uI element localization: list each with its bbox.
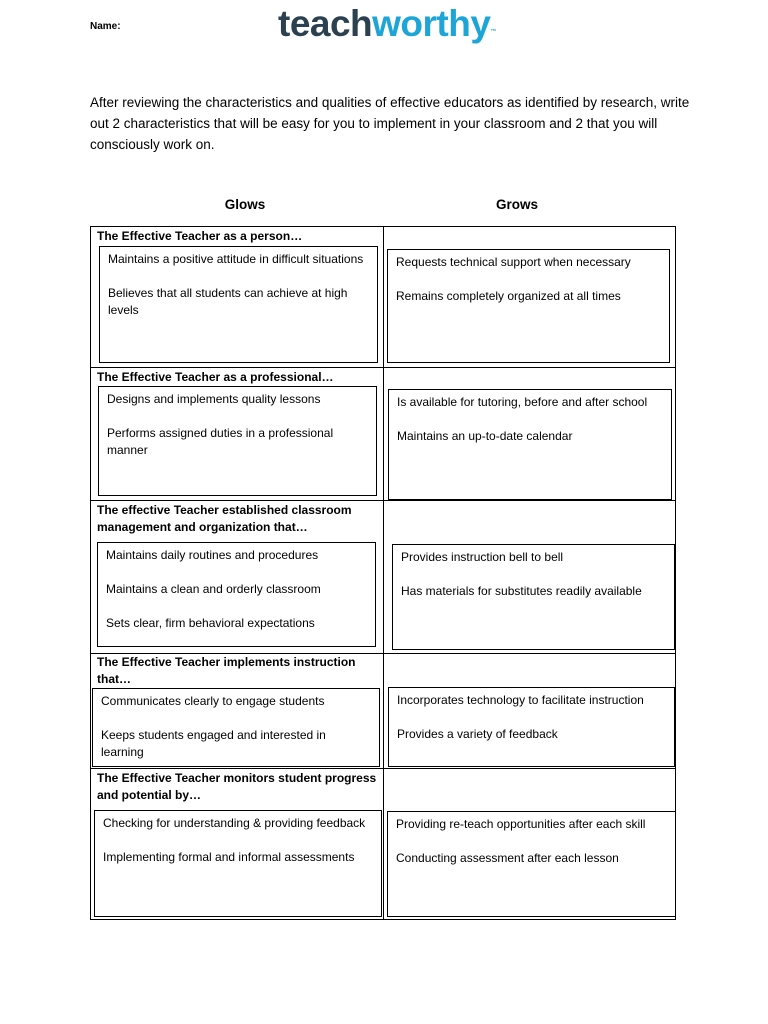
- grows-box-instruction: [388, 687, 675, 767]
- glows-box-person: [99, 246, 378, 363]
- table-row-divider: [90, 367, 676, 368]
- grows-item: Incorporates technology to facilitate instruction: [397, 693, 644, 707]
- section-title-instruction: The Effective Teacher implements instruction that…: [97, 655, 356, 686]
- glows-item: Implementing formal and informal assessments: [103, 850, 355, 864]
- glows-item: Maintains daily routines and procedures: [106, 548, 319, 562]
- grows-box-person: [387, 249, 670, 363]
- section-title-monitoring: The Effective Teacher monitors student progress and potential by…: [97, 771, 377, 802]
- trademark-mark: ™: [490, 29, 496, 35]
- grows-box-monitoring: [387, 811, 676, 917]
- grows-item: Conducting assessment after each lesson: [396, 851, 619, 865]
- glows-item: Maintains a clean and orderly classroom: [106, 582, 321, 596]
- grows-box-professional: [388, 389, 672, 500]
- column-header-grows: Grows: [495, 197, 538, 212]
- glows-box-professional: [98, 386, 377, 496]
- glows-item: Designs and implements quality lessons: [107, 392, 321, 406]
- grows-item: Provides a variety of feedback: [397, 727, 558, 741]
- grows-item: Is available for tutoring, before and after school: [397, 395, 648, 409]
- grows-item: Maintains an up-to-date calendar: [397, 429, 573, 443]
- glows-item: Maintains a positive attitude in difficult situations: [108, 252, 364, 266]
- table-row-divider: [90, 500, 676, 501]
- glows-item: Performs assigned duties in a professional manner: [107, 426, 334, 457]
- column-header-glows: Glows: [224, 197, 266, 212]
- glows-item: Sets clear, firm behavioral expectations: [106, 616, 315, 630]
- grows-item: Requests technical support when necessary: [396, 255, 631, 269]
- glows-item: Communicates clearly to engage students: [101, 694, 325, 708]
- grows-item: Providing re-teach opportunities after each skill: [396, 817, 646, 831]
- table-row-divider: [90, 768, 676, 769]
- logo-text-worthy: worthy: [372, 3, 491, 44]
- name-label: Name:: [90, 21, 121, 32]
- section-title-professional: The Effective Teacher as a professional…: [97, 370, 334, 384]
- glows-box-monitoring: [94, 810, 382, 917]
- logo-text-teach: teach: [278, 3, 373, 44]
- glows-box-classroom-management: [97, 542, 376, 647]
- glows-item: Believes that all students can achieve at high levels: [108, 286, 348, 317]
- section-title-classroom-management: The effective Teacher established classroom management and organization that…: [97, 503, 352, 534]
- grows-item: Provides instruction bell to bell: [401, 550, 564, 564]
- glows-item: Keeps students engaged and interested in learning: [101, 728, 326, 759]
- grows-item: Has materials for substitutes readily available: [401, 584, 642, 598]
- teachworthy-logo: [278, 2, 496, 46]
- glows-item: Checking for understanding & providing feedback: [103, 816, 366, 830]
- glows-box-instruction: [92, 688, 380, 767]
- section-title-person: The Effective Teacher as a person…: [97, 229, 303, 243]
- instructions-paragraph: After reviewing the characteristics and qualities of effective educators as identified by research, write out 2 characteristics that will be easy for you to implement in your classroom and 2 that you will consciously work on.: [90, 95, 690, 152]
- table-column-divider: [383, 226, 384, 920]
- grows-item: Remains completely organized at all times: [396, 289, 621, 303]
- grows-box-classroom-management: [392, 544, 675, 650]
